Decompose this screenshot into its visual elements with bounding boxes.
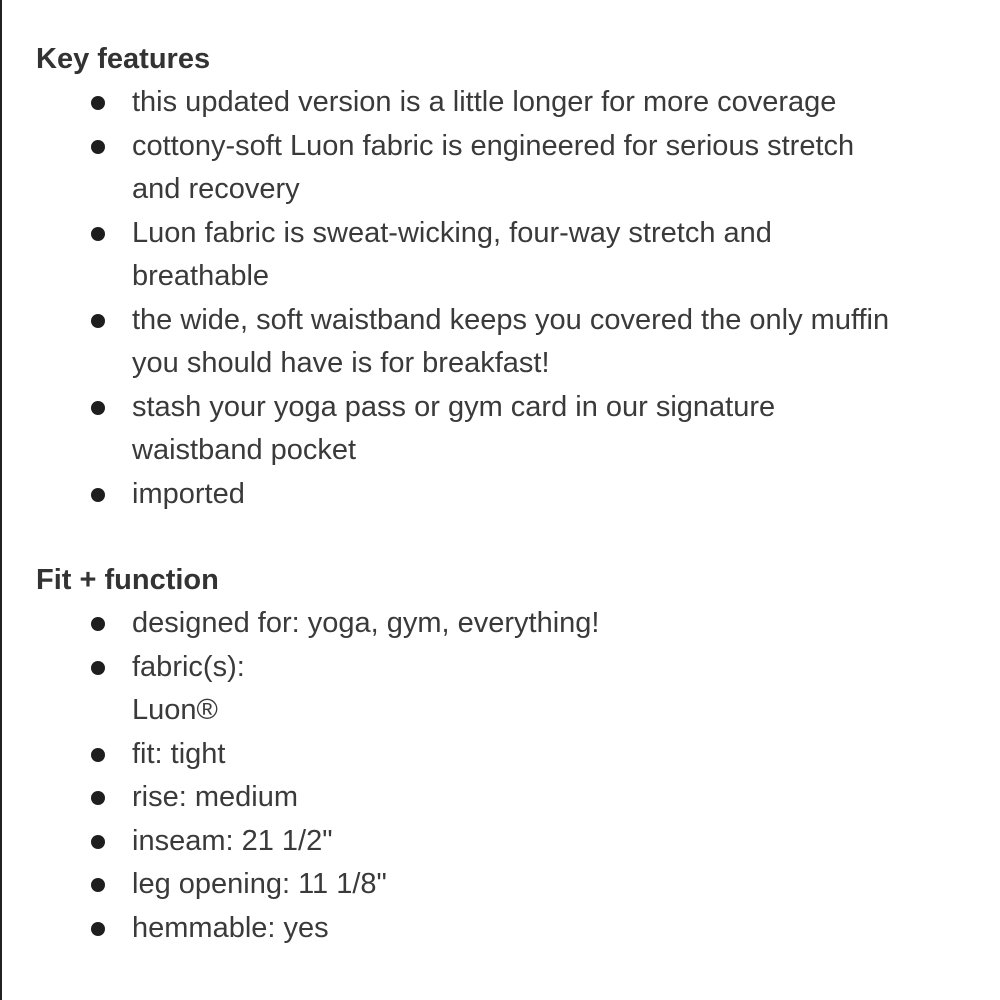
list-item bbox=[36, 81, 976, 125]
bullet-icon bbox=[91, 748, 105, 762]
list-item-text: leg opening: 11 1/8" bbox=[132, 868, 387, 900]
bullet-icon bbox=[91, 401, 105, 415]
list-item-text: and recovery bbox=[132, 173, 300, 205]
list-item bbox=[36, 473, 976, 517]
bullet-icon bbox=[91, 791, 105, 805]
bullet-icon bbox=[91, 835, 105, 849]
list-item bbox=[36, 125, 976, 212]
list-item-text: the wide, soft waistband keeps you covered the only muffin bbox=[132, 303, 890, 336]
list-item bbox=[36, 820, 976, 864]
key-features-heading: Key features bbox=[36, 43, 211, 75]
list-item-text: Luon fabric is sweat-wicking, four-way stretch and bbox=[132, 216, 772, 249]
list-item bbox=[36, 212, 976, 299]
bullet-icon bbox=[91, 96, 105, 110]
list-item bbox=[36, 386, 976, 473]
list-item-text: rise: medium bbox=[132, 781, 298, 813]
page-left-border bbox=[0, 0, 2, 1000]
list-item bbox=[36, 776, 976, 820]
list-item-text: cottony-soft Luon fabric is engineered for serious stretch bbox=[132, 129, 855, 162]
product-details bbox=[36, 38, 976, 950]
list-item-text: stash your yoga pass or gym card in our signature bbox=[132, 390, 776, 423]
bullet-icon bbox=[91, 878, 105, 892]
list-item bbox=[36, 863, 976, 907]
bullet-icon bbox=[91, 227, 105, 241]
fit-function-list bbox=[36, 602, 976, 950]
fit-function-section bbox=[36, 559, 976, 950]
list-item-text: Luon® bbox=[132, 694, 218, 726]
fit-function-heading: Fit + function bbox=[36, 564, 219, 596]
section-spacer bbox=[36, 516, 976, 559]
list-item bbox=[36, 733, 976, 777]
list-item-text: imported bbox=[132, 477, 245, 510]
bullet-icon bbox=[91, 140, 105, 154]
list-item-text: you should have is for breakfast! bbox=[132, 347, 550, 379]
list-item-text: hemmable: yes bbox=[132, 911, 329, 944]
list-item bbox=[36, 907, 976, 951]
list-item-text: designed for: yoga, gym, everything! bbox=[132, 607, 600, 639]
list-item-text: breathable bbox=[132, 260, 270, 292]
bullet-icon bbox=[91, 617, 105, 631]
list-item-text: fabric(s): bbox=[132, 650, 245, 683]
list-item bbox=[36, 646, 976, 733]
list-item-text: inseam: 21 1/2" bbox=[132, 824, 333, 857]
list-item bbox=[36, 299, 976, 386]
list-item-text: fit: tight bbox=[132, 737, 226, 770]
key-features-section bbox=[36, 38, 976, 516]
bullet-icon bbox=[91, 661, 105, 675]
key-features-list bbox=[36, 81, 976, 516]
bullet-icon bbox=[91, 922, 105, 936]
list-item bbox=[36, 602, 976, 646]
list-item-text: waistband pocket bbox=[132, 434, 357, 466]
bullet-icon bbox=[91, 488, 105, 502]
list-item-text: this updated version is a little longer for more coverage bbox=[132, 86, 837, 118]
bullet-icon bbox=[91, 314, 105, 328]
